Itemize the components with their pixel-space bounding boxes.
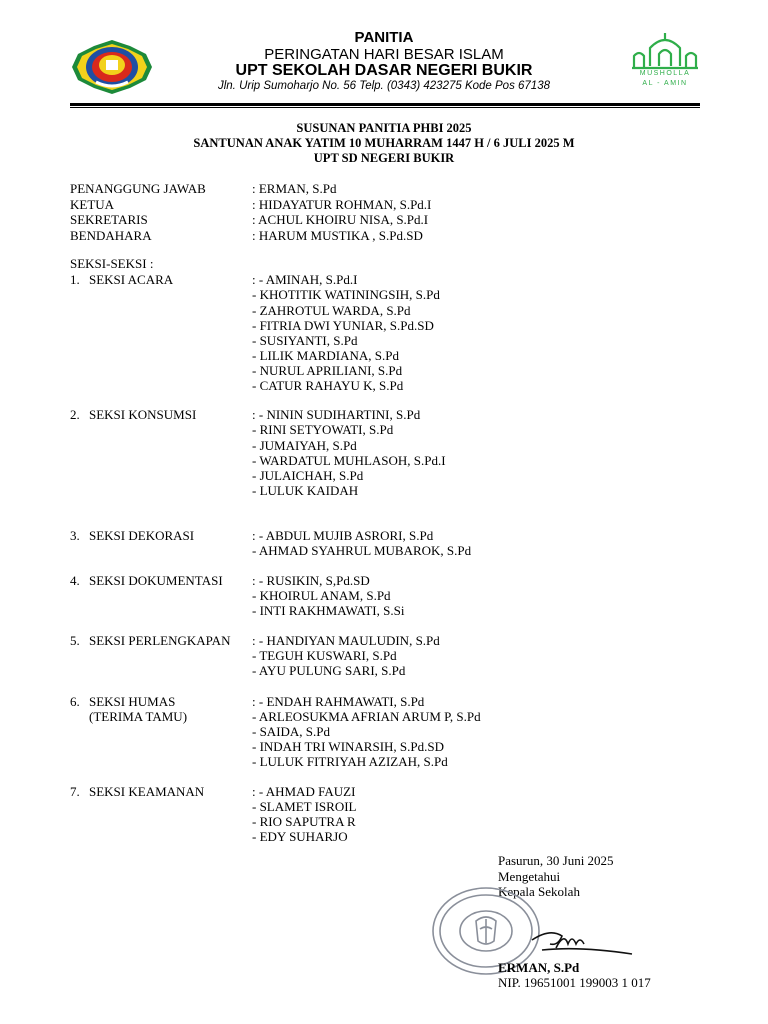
section-name: SEKSI PERLENGKAPAN: [89, 633, 231, 648]
signature-name: ERMAN, S.Pd: [498, 960, 580, 975]
official-value: : ACHUL KHOIRU NISA, S.Pd.I: [252, 212, 429, 227]
letterhead-divider: [70, 103, 700, 106]
section-member: - LULUK FITRIYAH AZIZAH, S.Pd: [252, 754, 448, 769]
section-number: 5.: [70, 633, 80, 648]
section-name: SEKSI ACARA: [89, 272, 174, 287]
official-value: : ERMAN, S.Pd: [252, 181, 337, 196]
section-member: - INDAH TRI WINARSIH, S.Pd.SD: [252, 739, 445, 754]
document-school: UPT SD NEGERI BUKIR: [313, 151, 455, 165]
section-member: - EDY SUHARJO: [252, 829, 348, 844]
section-member: - SUSIYANTI, S.Pd: [252, 333, 358, 348]
letterhead-divider-thin: [70, 107, 700, 108]
handwritten-signature-icon: [520, 910, 640, 960]
section-member: : - ENDAH RAHMAWATI, S.Pd: [252, 694, 425, 709]
section-member: - SAIDA, S.Pd: [252, 724, 331, 739]
section-member: - JULAICHAH, S.Pd: [252, 468, 364, 483]
section-member: - CATUR RAHAYU K, S.Pd: [252, 378, 404, 393]
section-number: 7.: [70, 784, 80, 799]
section-member: - KHOIRUL ANAM, S.Pd: [252, 588, 391, 603]
section-number: 6.: [70, 694, 80, 709]
section-number: 2.: [70, 407, 80, 422]
section-member: : - AHMAD FAUZI: [252, 784, 356, 799]
section-name: SEKSI KEAMANAN: [89, 784, 205, 799]
mosque-label-1: MUSHOLLA: [639, 70, 691, 77]
section-member: - LILIK MARDIANA, S.Pd: [252, 348, 399, 363]
section-member: - ARLEOSUKMA AFRIAN ARUM P, S.Pd: [252, 709, 481, 724]
section-member: - FITRIA DWI YUNIAR, S.Pd.SD: [252, 318, 434, 333]
official-value: : HIDAYATUR ROHMAN, S.Pd.I: [252, 197, 432, 212]
letterhead-school: UPT SEKOLAH DASAR NEGERI BUKIR: [235, 62, 533, 79]
section-subname: (TERIMA TAMU): [89, 709, 188, 724]
letterhead-address: Jln. Urip Sumoharjo No. 56 Telp. (0343) 423275 Kode Pos 67138: [217, 80, 550, 92]
section-member: - AHMAD SYAHRUL MUBAROK, S.Pd: [252, 543, 472, 558]
section-name: SEKSI DOKUMENTASI: [89, 573, 223, 588]
section-member: - WARDATUL MUHLASOH, S.Pd.I: [252, 453, 446, 468]
section-member: : - AMINAH, S.Pd.I: [252, 272, 358, 287]
letterhead-event: PERINGATAN HARI BESAR ISLAM: [264, 46, 504, 63]
section-name: SEKSI KONSUMSI: [89, 407, 197, 422]
section-number: 1.: [70, 272, 80, 287]
section-member: - RIO SAPUTRA R: [252, 814, 356, 829]
document-subtitle: SANTUNAN ANAK YATIM 10 MUHARRAM 1447 H / 6 JULI 2025 M: [193, 136, 575, 150]
section-name: SEKSI DEKORASI: [89, 528, 195, 543]
signature-nip: NIP. 19651001 199003 1 017: [498, 975, 651, 990]
sections-heading: SEKSI-SEKSI :: [70, 256, 154, 271]
section-member: - ZAHROTUL WARDA, S.Pd: [252, 303, 411, 318]
document-title: SUSUNAN PANITIA PHBI 2025: [296, 121, 472, 135]
section-member: - LULUK KAIDAH: [252, 483, 359, 498]
section-member: : - NININ SUDIHARTINI, S.Pd: [252, 407, 421, 422]
mosque-label-2: AL - AMIN: [642, 80, 688, 87]
section-member: - JUMAIYAH, S.Pd: [252, 438, 357, 453]
section-number: 3.: [70, 528, 80, 543]
letterhead-committee: PANITIA: [354, 29, 414, 46]
section-member: : - ABDUL MUJIB ASRORI, S.Pd: [252, 528, 434, 543]
signature-place-date: Pasurun, 30 Juni 2025: [498, 853, 614, 868]
section-member: - INTI RAKHMAWATI, S.Si: [252, 603, 405, 618]
section-member: - RINI SETYOWATI, S.Pd: [252, 422, 394, 437]
section-member: - NURUL APRILIANI, S.Pd: [252, 363, 403, 378]
official-value: : HARUM MUSTIKA , S.Pd.SD: [252, 228, 423, 243]
official-label: SEKRETARIS: [70, 212, 148, 227]
section-member: - SLAMET ISROIL: [252, 799, 357, 814]
official-label: KETUA: [70, 197, 115, 212]
section-member: - AYU PULUNG SARI, S.Pd: [252, 663, 406, 678]
official-label: PENANGGUNG JAWAB: [70, 181, 206, 196]
section-member: - KHOTITIK WATININGSIH, S.Pd: [252, 287, 440, 302]
section-name: SEKSI HUMAS: [89, 694, 176, 709]
section-number: 4.: [70, 573, 80, 588]
section-member: : - HANDIYAN MAULUDIN, S.Pd: [252, 633, 440, 648]
signature-role: Kepala Sekolah: [498, 884, 580, 899]
official-label: BENDAHARA: [70, 228, 152, 243]
signature-ack: Mengetahui: [498, 869, 561, 884]
section-member: : - RUSIKIN, S,Pd.SD: [252, 573, 370, 588]
section-member: - TEGUH KUSWARI, S.Pd: [252, 648, 397, 663]
